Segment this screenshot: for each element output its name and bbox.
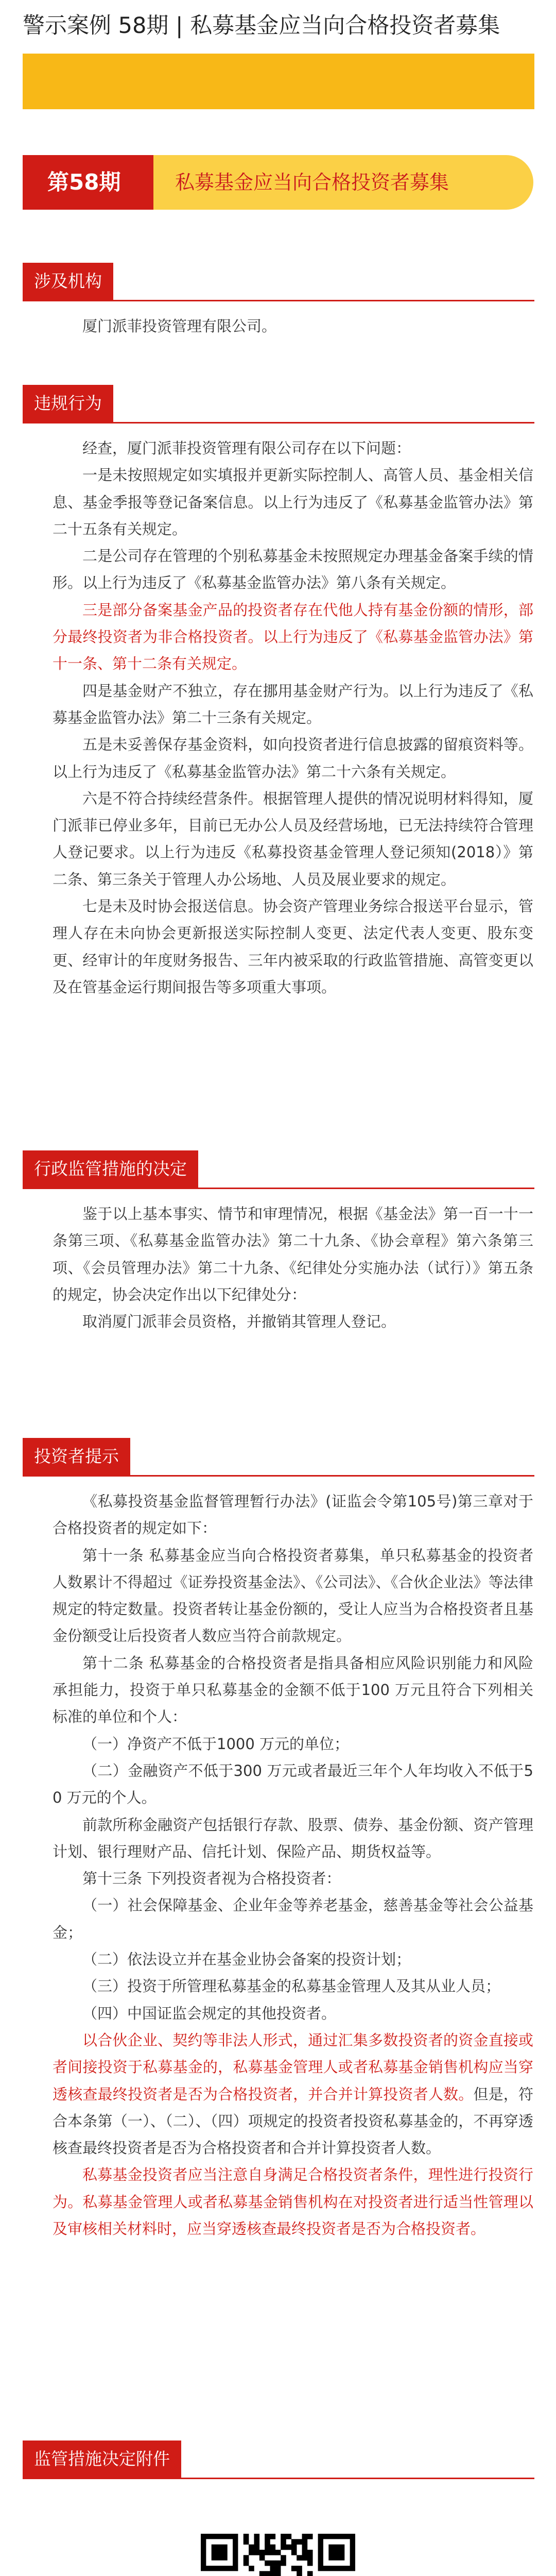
paragraph-highlight: 以合伙企业、契约等非法人形式，通过汇集多数投资者的资金直接或者间接投资于私募基金的，私募基金管理人或者私募基金销售机构应当穿透核查最终投资者是否为合格投资者，并合并计算投资者人数。 bbox=[53, 2031, 533, 2103]
paragraph-tail: 但是，符合本条第（一）、（二）、（四）项规定的投资者投资私募基金的，不再穿透核查最终投资者是否为合格投资者和合并计算投资者人数。 bbox=[53, 2085, 533, 2157]
issue-number: 第58期 bbox=[47, 170, 121, 195]
section-label-violations: 违规行为 bbox=[23, 385, 113, 422]
section-label-attachment: 监管措施决定附件 bbox=[23, 2441, 181, 2478]
paragraph: （二）金融资产不低于300 万元或者最近三年个人年均收入不低于50 万元的个人。 bbox=[53, 1761, 533, 1807]
paragraph: 五是未妥善保存基金资料，如向投资者进行信息披露的留痕资料等。以上行为违反了《私募基金监管办法》第二十六条有关规定。 bbox=[53, 736, 533, 781]
paragraph: （一）净资产不低于1000 万元的单位； bbox=[82, 1735, 350, 1753]
paragraph: 第十三条 下列投资者视为合格投资者： bbox=[82, 1870, 341, 1888]
paragraph-highlight: 三是部分备案基金产品的投资者存在代他人持有基金份额的情形，部分最终投资者为非合格投资者。以上行为违反了《私募基金监管办法》第十一条、第十二条有关规定。 bbox=[53, 601, 533, 673]
paragraph: 厦门派菲投资管理有限公司。 bbox=[82, 317, 277, 335]
paragraph: 鉴于以上基本事实、情节和审理情况，根据《基金法》第一百一十一条第三项、《私募基金监管办法》第二十九条、《协会章程》第六条第三项、《会员管理办法》第二十九条、《纪律处分实施办法（试行）》第五条的规定，协会决定作出以下纪律处分： bbox=[53, 1205, 533, 1303]
paragraph: 六是不符合持续经营条件。根据管理人提供的情况说明材料得知，厦门派菲已停业多年，目前已无办公人员及经营场地，已无法持续符合管理人登记要求。以上行为违反《私募投资基金管理人登记须知(2018）》第二条、第三条关于管理人办公场地、人员及展业要求的规定。 bbox=[53, 789, 533, 888]
section-divider bbox=[23, 1475, 534, 1477]
paragraph: 取消厦门派菲会员资格，并撤销其管理人登记。 bbox=[82, 1313, 396, 1331]
paragraph: 《私募投资基金监督管理暂行办法》(证监会令第105号)第三章对于合格投资者的规定如下： bbox=[53, 1493, 533, 1537]
section-divider bbox=[23, 1188, 534, 1189]
paragraph-mixed bbox=[53, 2027, 533, 2161]
qr-code-icon bbox=[201, 2534, 355, 2576]
section-divider bbox=[23, 300, 534, 301]
section-divider bbox=[23, 422, 534, 423]
paragraph: （四）中国证监会规定的其他投资者。 bbox=[82, 2004, 337, 2022]
section-body-violations bbox=[53, 435, 533, 1001]
paragraph: 经查，厦门派菲投资管理有限公司存在以下问题： bbox=[82, 439, 411, 457]
issue-banner bbox=[23, 155, 533, 210]
paragraph: 第十一条 私募基金应当向合格投资者募集，单只私募基金的投资者人数累计不得超过《证券投资基金法》、《公司法》、《合伙企业法》等法律规定的特定数量。投资者转让基金份额的，受让人应当为合格投资者且基金份额受让后投资者人数应当符合前款规定。 bbox=[53, 1546, 533, 1645]
section-body-investor-notice bbox=[53, 1488, 533, 2242]
paragraph: （二）依法设立并在基金业协会备案的投资计划； bbox=[82, 1951, 411, 1969]
section-label-decision: 行政监管措施的决定 bbox=[23, 1150, 198, 1188]
top-banner bbox=[23, 54, 534, 109]
paragraph: 四是基金财产不独立，存在挪用基金财产行为。以上行为违反了《私募基金监管办法》第二十三条有关规定。 bbox=[53, 682, 533, 726]
section-divider bbox=[23, 2478, 534, 2479]
qr-code-graphic bbox=[201, 2534, 355, 2576]
section-body-decision bbox=[53, 1200, 533, 1335]
section-body-institution bbox=[53, 313, 533, 340]
section-label-investor-notice: 投资者提示 bbox=[23, 1438, 130, 1475]
paragraph: 一是未按照规定如实填报并更新实际控制人、高管人员、基金相关信息、基金季报等登记备案信息。以上行为违反了《私募基金监管办法》第二十五条有关规定。 bbox=[53, 466, 533, 538]
paragraph: 前款所称金融资产包括银行存款、股票、债券、基金份额、资产管理计划、银行理财产品、信托计划、保险产品、期货权益等。 bbox=[53, 1816, 533, 1860]
issue-subtitle: 私募基金应当向合格投资者募集 bbox=[175, 171, 449, 194]
paragraph: （一）社会保障基金、企业年金等养老基金，慈善基金等社会公益基金； bbox=[53, 1896, 533, 1941]
paragraph-highlight: 私募基金投资者应当注意自身满足合格投资者条件，理性进行投资行为。私募基金管理人或者私募基金销售机构在对投资者进行适当性管理以及审核相关材料时，应当穿透核查最终投资者是否为合格投资者。 bbox=[53, 2166, 533, 2238]
page-title: 警示案例 58期 | 私募基金应当向合格投资者募集 bbox=[23, 13, 500, 39]
paragraph: 二是公司存在管理的个别私募基金未按照规定办理基金备案手续的情形。以上行为违反了《私募基金监管办法》第八条有关规定。 bbox=[53, 547, 533, 592]
paragraph: （三）投资于所管理私募基金的私募基金管理人及其从业人员； bbox=[82, 1977, 501, 1995]
paragraph: 七是未及时协会报送信息。协会资产管理业务综合报送平台显示，管理人存在未向协会更新报送实际控制人变更、法定代表人变更、股东变更、经审计的年度财务报告、三年内被采取的行政监管措施、高管变更以及在管基金运行期间报告等多项重大事项。 bbox=[53, 897, 533, 996]
section-label-institution: 涉及机构 bbox=[23, 263, 113, 300]
paragraph: 第十二条 私募基金的合格投资者是指具备相应风险识别能力和风险承担能力，投资于单只私募基金的金额不低于100 万元且符合下列相关标准的单位和个人： bbox=[53, 1654, 533, 1726]
